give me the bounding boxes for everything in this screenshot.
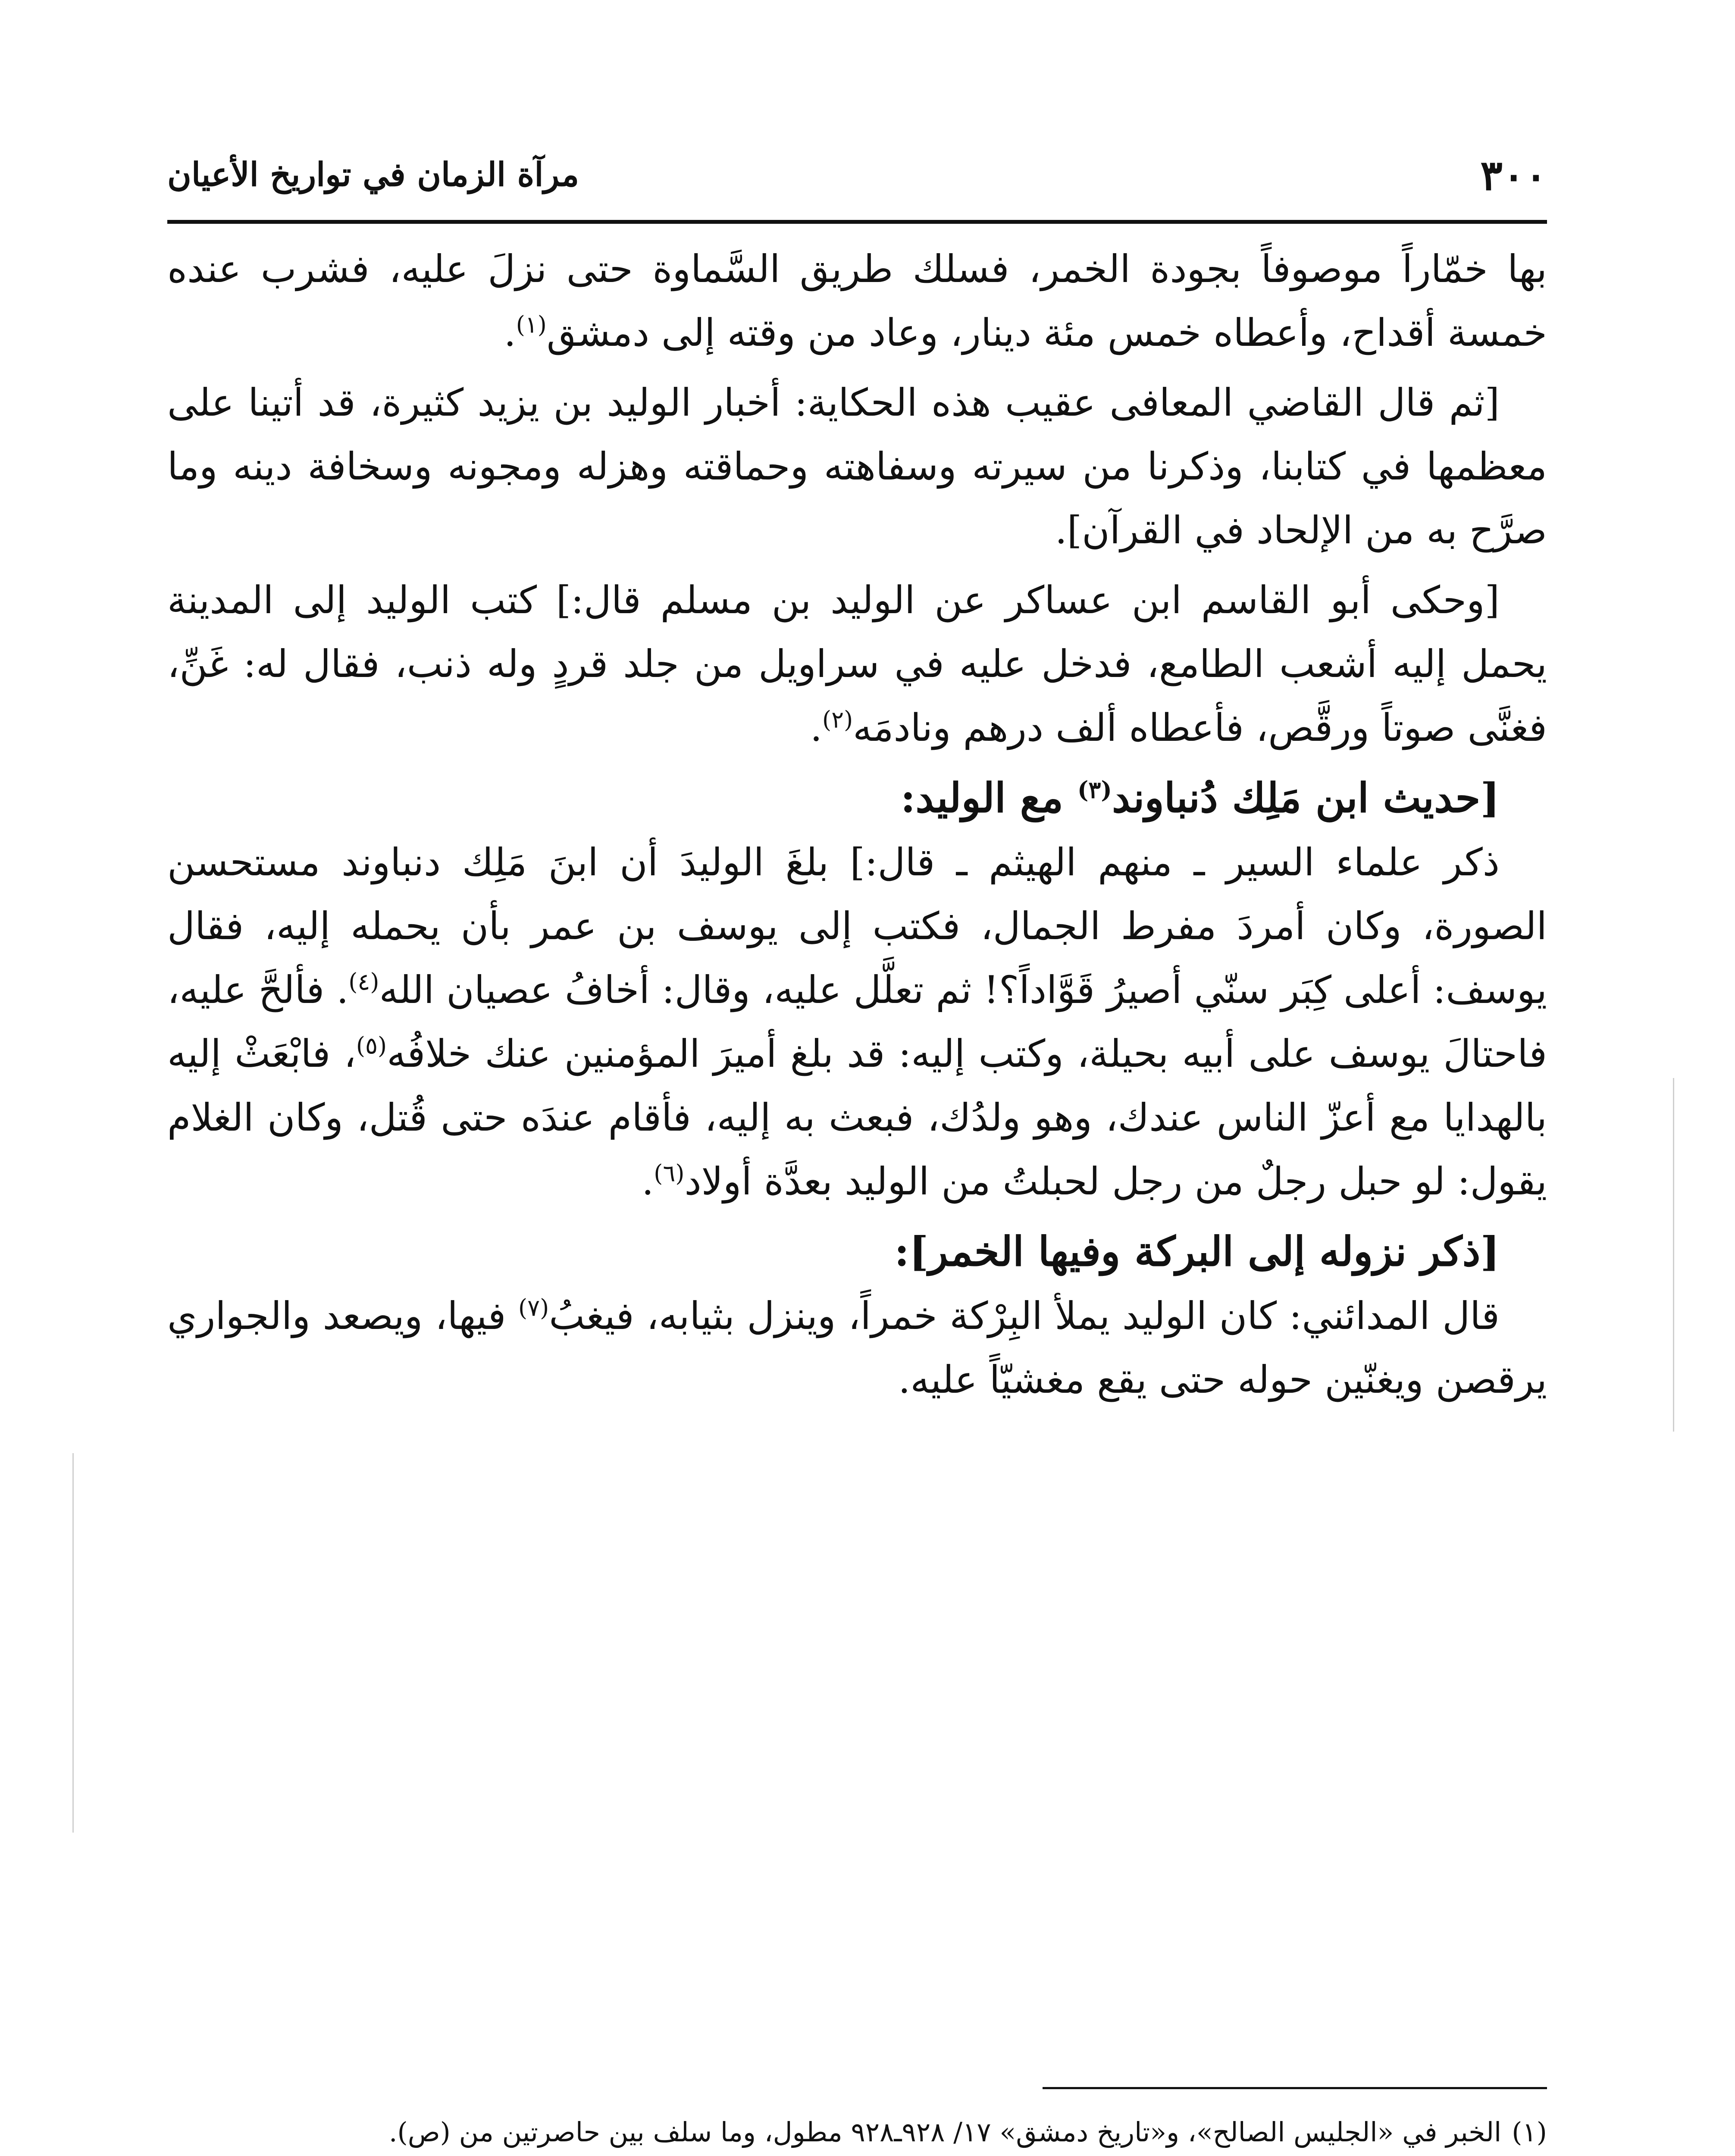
paragraph-text: ، فابْعَثْ إليه بالهدايا مع أعزّ الناس عندك، وهو ولدُك، فبعث به إليه، فأقام عندَه حتى قُتل، وكان الغلام يقول: لو حبل رجلٌ من رجل لحبلتُ من الوليد بعدَّة أولاد: [167, 1031, 1547, 1203]
paragraph-text: قال المدائني: كان الوليد يملأ البِرْكة خمراً، وينزل بثيابه، فيغبُ: [549, 1294, 1500, 1338]
footnote-ref: (٣): [1077, 776, 1112, 804]
footnote-ref: (٥): [356, 1032, 387, 1059]
footnote-ref: (٢): [822, 706, 853, 733]
paragraph: [167, 1284, 1547, 1412]
paragraph: [ثم قال القاضي المعافى عقيب هذه الحكاية: أخبار الوليد بن يزيد كثيرة، قد أتينا على معظمها في كتابنا، وذكرنا من سيرته وسفاهته وحماقته وهزله ومجونه وسخافة دينه وما صرَّح به من الإلحاد في القرآن].: [167, 380, 1547, 552]
punctuation: .: [504, 310, 516, 355]
punctuation: .: [642, 1159, 654, 1203]
footnote-text: الخبر في «الجليس الصالح»، و«تاريخ دمشق» ١٧/ ٩٢٨ـ٩٢٨ مطول، وما سلف بين حاصرتين من (ص).: [388, 2116, 1502, 2148]
scan-edge-mark: [1673, 1078, 1674, 1432]
page-number: ٣٠٠: [1480, 151, 1547, 200]
section-heading: [ذكر نزوله إلى البركة وفيها الخمر]:: [894, 1228, 1500, 1275]
punctuation: .: [810, 705, 822, 750]
footnote-separator: [1043, 2087, 1547, 2089]
footnotes: [167, 2109, 1547, 2156]
footnote-number: (١): [1512, 2116, 1547, 2148]
document-page: [167, 142, 1547, 2156]
running-header: [167, 142, 1547, 216]
paragraph: [167, 568, 1547, 760]
heading-text: مع الوليد:: [900, 774, 1077, 822]
footnote-ref: (٦): [654, 1159, 685, 1187]
paragraph-text: فيها، ويصعد والجواري يرقصن ويغنّين حوله حتى يقع مغشيّاً عليه.: [167, 1294, 1547, 1402]
footnote-ref: (٤): [348, 968, 379, 996]
paragraph-text: [وحكى أبو القاسم ابن عساكر عن الوليد بن مسلم قال:] كتب الوليد إلى المدينة يحمل إليه أشعب الطامع، فدخل عليه في سراويل من جلد قردٍ وله ذنب، فقال له: غَنِّ، فغنَّى صوتاً ورقَّص، فأعطاه ألف درهم ونادمَه: [167, 578, 1547, 750]
scan-edge-mark: [72, 1453, 74, 1833]
book-title: مرآة الزمان في تواريخ الأعيان: [167, 155, 579, 194]
heading-text: [حديث ابن مَلِك دُنباوند: [1112, 774, 1500, 822]
header-rule: [167, 220, 1547, 224]
paragraph: [167, 237, 1547, 365]
paragraph-text: ذكر علماء السير ـ منهم الهيثم ـ قال:] بلغَ الوليدَ أن ابنَ مَلِك دنباوند مستحسن الصورة، وكان أمردَ مفرط الجمال، فكتب إلى يوسف بن عمر بأن يحمله إليه، فقال يوسف: أعلى كِبَر سنّي أصيرُ قَوَّاداً؟! ثم تعلَّل عليه، وقال: أخافُ عصيان الله: [167, 840, 1547, 1012]
section-heading: [167, 766, 1547, 830]
paragraph: [167, 830, 1547, 1213]
main-text: [167, 237, 1547, 1418]
footnote: [167, 2109, 1547, 2156]
paragraph-text: . فألحَّ عليه، فاحتالَ يوسف على أبيه بحيلة، وكتب إليه: قد بلغ أميرَ المؤمنين عنك خلافُه: [167, 968, 1547, 1076]
footnote-ref: (٧): [518, 1294, 549, 1322]
paragraph-text: بها خمّاراً موصوفاً بجودة الخمر، فسلك طريق السَّماوة حتى نزلَ عليه، فشرب عنده خمسة أقداح، وأعطاه خمس مئة دينار، وعاد من وقته إلى دمشق: [167, 247, 1547, 355]
footnote-ref: (١): [516, 311, 547, 338]
